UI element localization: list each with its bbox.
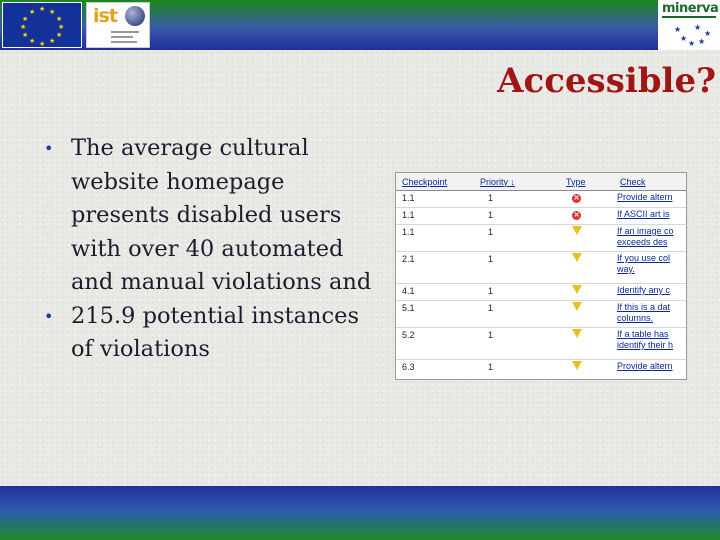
- accessibility-report-table: [395, 172, 687, 380]
- column-header-checkpoint[interactable]: Checkpoint: [396, 173, 474, 191]
- warning-icon: [572, 329, 582, 338]
- type-cell: [560, 208, 614, 225]
- star-icon: ★: [704, 29, 712, 38]
- warning-icon: [572, 285, 582, 294]
- minerva-logo-text: minerva: [662, 1, 719, 16]
- table-row: [396, 191, 687, 208]
- check-link[interactable]: columns.: [617, 313, 654, 323]
- bullet-item: [44, 300, 374, 367]
- table-row: [396, 225, 687, 252]
- priority-cell: 1: [474, 328, 560, 360]
- star-icon: ★: [22, 31, 29, 39]
- bullet-text: 215.9 potential instances of violations: [71, 302, 360, 362]
- check-cell[interactable]: [614, 225, 687, 252]
- bullet-icon: •: [44, 306, 54, 326]
- star-icon: ★: [698, 37, 706, 46]
- star-icon: ★: [688, 39, 696, 48]
- ist-logo: [86, 2, 150, 48]
- check-link[interactable]: identify their h: [617, 340, 674, 350]
- warning-icon: [572, 302, 582, 311]
- check-cell[interactable]: [614, 208, 687, 225]
- priority-cell: 1: [474, 301, 560, 328]
- check-cell[interactable]: [614, 301, 687, 328]
- type-cell: [560, 301, 614, 328]
- type-cell: [560, 252, 614, 284]
- priority-cell: 1: [474, 225, 560, 252]
- check-cell[interactable]: [614, 360, 687, 377]
- type-cell: [560, 360, 614, 377]
- star-icon: ★: [58, 23, 65, 31]
- star-icon: ★: [56, 15, 63, 23]
- type-cell: [560, 191, 614, 208]
- column-header-priority[interactable]: Priority ↓: [474, 173, 560, 191]
- column-header-type[interactable]: Type: [560, 173, 614, 191]
- column-header-check[interactable]: Check: [614, 173, 687, 191]
- check-cell[interactable]: [614, 191, 687, 208]
- checkpoint-cell: 1.1: [396, 225, 474, 252]
- star-icon: ★: [29, 8, 36, 16]
- star-icon: ★: [39, 40, 46, 48]
- star-icon: ★: [674, 25, 682, 34]
- check-cell[interactable]: [614, 252, 687, 284]
- table-row: [396, 328, 687, 360]
- error-icon: ✕: [573, 212, 580, 219]
- type-cell: [560, 225, 614, 252]
- error-icon: ✕: [573, 195, 580, 202]
- ist-logo-text: ist: [93, 5, 117, 27]
- type-cell: [560, 284, 614, 301]
- minerva-stars: [672, 22, 712, 48]
- violations-table: [396, 173, 687, 377]
- checkpoint-cell: 1.1: [396, 208, 474, 225]
- warning-icon: [572, 253, 582, 262]
- priority-cell: 1: [474, 191, 560, 208]
- star-icon: ★: [49, 37, 56, 45]
- globe-icon: [125, 6, 145, 26]
- check-link[interactable]: exceeds des: [617, 237, 668, 247]
- star-icon: ★: [22, 15, 29, 23]
- footer-banner: [0, 486, 720, 540]
- logo-rule: [662, 16, 716, 18]
- star-icon: ★: [39, 5, 46, 13]
- logo-fine-print: [111, 31, 139, 33]
- table-row: [396, 208, 687, 225]
- logo-fine-print: [111, 36, 133, 38]
- check-link[interactable]: If an image co: [617, 226, 674, 236]
- priority-cell: 1: [474, 208, 560, 225]
- star-icon: ★: [694, 23, 702, 32]
- check-cell[interactable]: [614, 328, 687, 360]
- table-row: [396, 301, 687, 328]
- star-icon: ★: [680, 34, 688, 43]
- logo-fine-print: [111, 41, 137, 43]
- check-link[interactable]: If this is a dat: [617, 302, 671, 312]
- check-link[interactable]: Provide altern: [617, 192, 673, 202]
- checkpoint-cell: 1.1: [396, 191, 474, 208]
- table-row: [396, 252, 687, 284]
- warning-icon: [572, 361, 582, 370]
- bullet-list: [44, 132, 374, 367]
- star-icon: ★: [49, 8, 56, 16]
- bullet-icon: •: [44, 139, 54, 158]
- slide-title: Accessible?: [497, 61, 716, 101]
- minerva-logo: [658, 0, 720, 50]
- checkpoint-cell: 5.2: [396, 328, 474, 360]
- checkpoint-cell: 4.1: [396, 284, 474, 301]
- checkpoint-cell: 6.3: [396, 360, 474, 377]
- table-row: [396, 360, 687, 377]
- check-link[interactable]: If ASCII art is: [617, 209, 670, 219]
- table-header-row: [396, 173, 687, 191]
- eu-flag-logo: [2, 2, 82, 48]
- bullet-text: The average cultural website homepage presents disabled users with over 40 automated and manual violations and: [71, 135, 372, 295]
- type-cell: [560, 328, 614, 360]
- priority-cell: 1: [474, 360, 560, 377]
- check-link[interactable]: Provide altern: [617, 361, 673, 371]
- check-link[interactable]: If a table has: [617, 329, 669, 339]
- check-cell[interactable]: [614, 284, 687, 301]
- priority-cell: 1: [474, 252, 560, 284]
- check-link[interactable]: way.: [617, 264, 635, 274]
- priority-cell: 1: [474, 284, 560, 301]
- checkpoint-cell: 2.1: [396, 252, 474, 284]
- warning-icon: [572, 226, 582, 235]
- star-icon: ★: [56, 31, 63, 39]
- check-link[interactable]: If you use col: [617, 253, 671, 263]
- check-link[interactable]: Identify any c: [617, 285, 671, 295]
- checkpoint-cell: 5.1: [396, 301, 474, 328]
- bullet-item: [44, 132, 374, 300]
- star-icon: ★: [29, 37, 36, 45]
- table-body: [396, 191, 687, 377]
- table-row: [396, 284, 687, 301]
- star-icon: ★: [20, 23, 27, 31]
